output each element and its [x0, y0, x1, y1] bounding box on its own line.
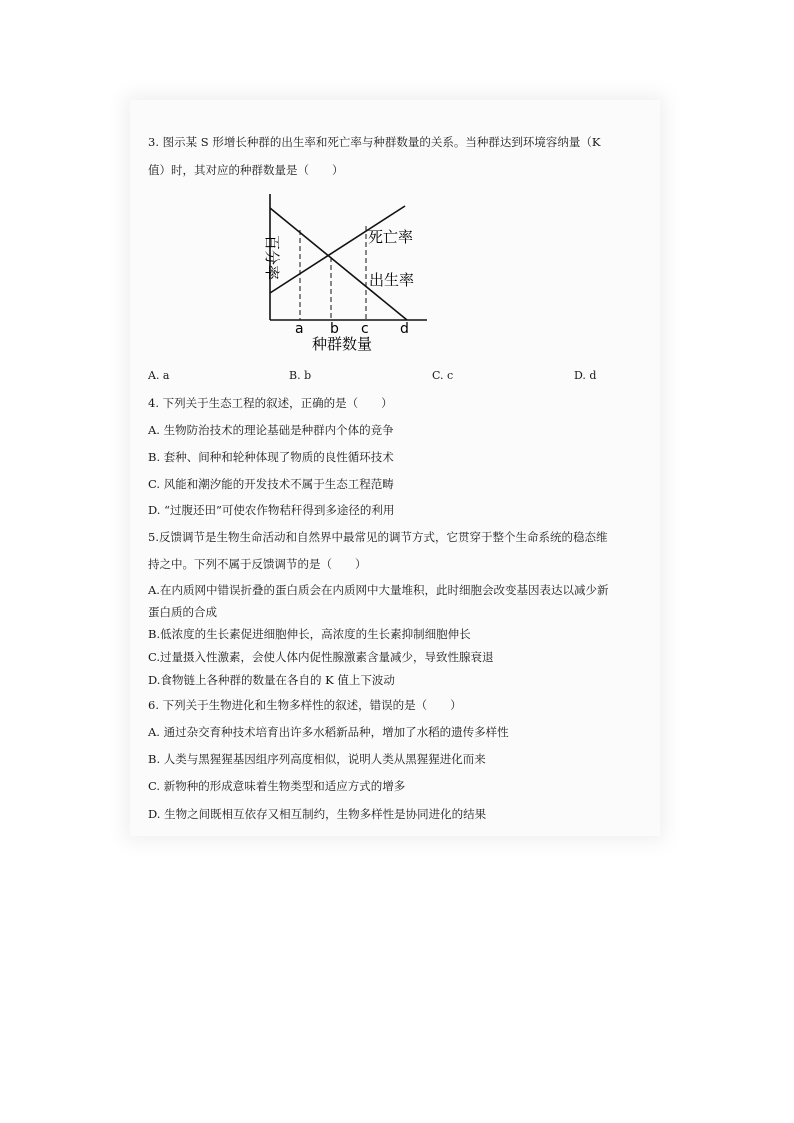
tick-a: a — [295, 321, 304, 337]
birth-rate-label: 出生率 — [369, 271, 415, 289]
q3-option-b: B. b — [289, 369, 312, 382]
q6-option-a: A. 通过杂交育种技术培育出许多水稻新品种，增加了水稻的遗传多样性 — [148, 725, 509, 739]
q4-option-a: A. 生物防治技术的理论基础是种群内个体的竞争 — [148, 423, 394, 437]
q3-option-a: A. a — [148, 369, 170, 382]
tick-c: c — [361, 321, 369, 337]
q5-stem-line1: 5.反馈调节是生物生命活动和自然界中最常见的调节方式，它贯穿于整个生命系统的稳态维 — [148, 530, 608, 544]
q4-option-d: D. “过腹还田”可使农作物秸秆得到多途径的利用 — [148, 503, 395, 517]
q3-option-d: D. d — [574, 369, 597, 382]
q4-stem: 4. 下列关于生态工程的叙述，正确的是（ ） — [148, 396, 393, 410]
q3-figure — [245, 190, 445, 360]
q6-option-c: C. 新物种的形成意味着生物类型和适应方式的增多 — [148, 779, 406, 793]
q5-option-c: C.过量摄入性激素，会使人体内促性腺激素含量减少，导致性腺衰退 — [148, 650, 494, 664]
q5-option-a-line1: A.在内质网中错误折叠的蛋白质会在内质网中大量堆积，此时细胞会改变基因表达以减少新 — [148, 583, 609, 597]
tick-d: d — [400, 321, 409, 337]
q5-option-a-line2: 蛋白质的合成 — [148, 605, 217, 619]
birth-rate-line — [270, 208, 407, 320]
q3-stem-line1: 3. 图示某 S 形增长种群的出生率和死亡率与种群数量的关系。当种群达到环境容纳量（K — [148, 135, 601, 149]
y-axis-label: 百分率 — [263, 235, 281, 281]
q6-option-b: B. 人类与黑猩猩基因组序列高度相似，说明人类从黑猩猩进化而来 — [148, 752, 486, 766]
q4-option-c: C. 风能和潮汐能的开发技术不属于生态工程范畴 — [148, 477, 394, 491]
q5-option-d: D.食物链上各种群的数量在各自的 K 值上下波动 — [148, 673, 395, 687]
x-axis-label: 种群数量 — [312, 335, 373, 353]
q5-option-b: B.低浓度的生长素促进细胞伸长，高浓度的生长素抑制细胞伸长 — [148, 627, 471, 641]
q6-option-d: D. 生物之间既相互依存又相互制约，生物多样性是协同进化的结果 — [148, 807, 487, 821]
tick-b: b — [330, 321, 339, 337]
q3-option-c: C. c — [432, 369, 454, 382]
q5-stem-line2: 持之中。下列不属于反馈调节的是（ ） — [148, 557, 367, 571]
q3-stem-line2: 值）时，其对应的种群数量是（ ） — [148, 163, 344, 177]
q4-option-b: B. 套种、间种和轮种体现了物质的良性循环技术 — [148, 450, 394, 464]
q6-stem: 6. 下列关于生物进化和生物多样性的叙述，错误的是（ ） — [148, 698, 462, 712]
death-rate-label: 死亡率 — [368, 228, 414, 246]
